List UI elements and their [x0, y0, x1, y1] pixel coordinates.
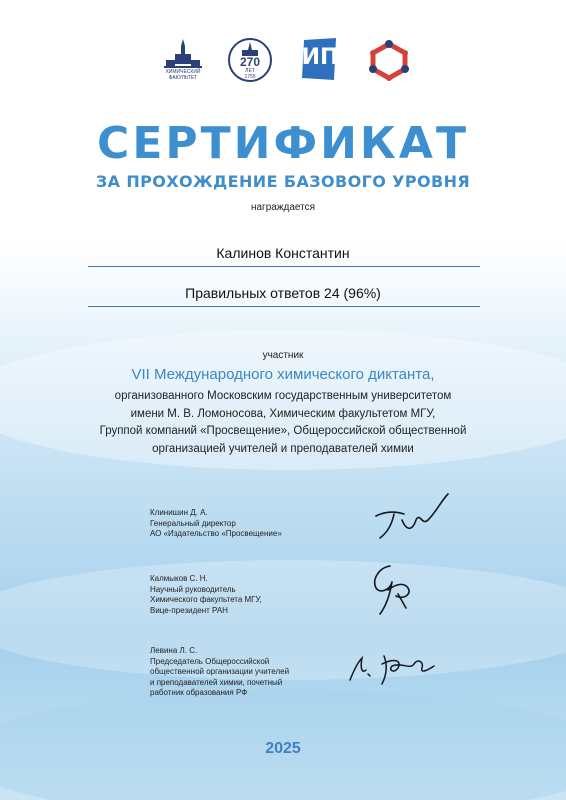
signatory-title: работник образования РФ	[150, 688, 248, 697]
certificate-subtitle: ЗА ПРОХОЖДЕНИЕ БАЗОВОГО УРОВНЯ	[95, 172, 471, 191]
signatory-name: Калмыков С. Н.	[150, 574, 208, 583]
event-name: VII Международного химического диктанта,	[131, 366, 435, 383]
name-underline	[88, 266, 480, 267]
signatory-title: Научный руководитель	[150, 584, 236, 594]
signatory-block	[150, 508, 282, 540]
signatory-block	[150, 574, 262, 616]
organizers-text	[83, 388, 483, 458]
score-text: Правильных ответов 24 (96%)	[185, 285, 381, 301]
certificate-title: СЕРТИФИКАТ	[97, 118, 469, 169]
participant-label: участник	[262, 350, 304, 361]
signature-2	[368, 560, 418, 618]
signatory-title: и преподавателей химии, почетный	[150, 677, 283, 687]
signatory-name: Левина Л. С.	[150, 646, 198, 655]
organizers-line: организованного Московским государственным университетом	[114, 390, 452, 402]
recipient-name: Калинов Константин	[216, 245, 350, 261]
msu-270-logo	[226, 36, 274, 84]
prosveshchenie-logo	[298, 36, 342, 82]
msu-chemistry-logo	[158, 36, 208, 84]
signatory-title: Вице-президент РАН	[150, 605, 228, 615]
logo-year: 1755	[244, 74, 256, 80]
logo-text: ХИМИЧЕСКИЙ	[165, 69, 201, 75]
score-underline	[88, 306, 480, 307]
logo-number: 270	[239, 55, 261, 69]
organizers-line: имени М. В. Ломоносова, Химическим факультетом МГУ,	[130, 407, 436, 420]
logo-letters: ИП	[301, 45, 339, 70]
organizers-line: организацией учителей и преподавателей химии	[152, 442, 414, 455]
logo-row	[158, 36, 414, 84]
certificate-year: 2025	[265, 740, 301, 757]
awarded-label: награждается	[250, 202, 316, 213]
signatory-title: общественной организации учителей	[150, 667, 290, 676]
signatory-name: Клинишин Д. А.	[150, 508, 208, 517]
signatory-title: Председатель Общероссийской	[150, 656, 270, 666]
logo-text: ФАКУЛЬТЕТ	[168, 75, 198, 81]
logo-unit: ЛЕТ	[245, 68, 255, 74]
signatory-block	[150, 646, 289, 699]
teachers-society-logo	[364, 36, 414, 84]
signatory-title: Генеральный директор	[150, 518, 236, 528]
signature-1	[370, 490, 452, 542]
signatory-title: Химического факультета МГУ,	[150, 595, 262, 604]
organizers-line: Группой компаний «Просвещение», Общероссийской общественной	[99, 425, 467, 437]
signature-3	[344, 640, 444, 688]
signatory-title: АО «Издательство «Просвещение»	[150, 529, 282, 538]
